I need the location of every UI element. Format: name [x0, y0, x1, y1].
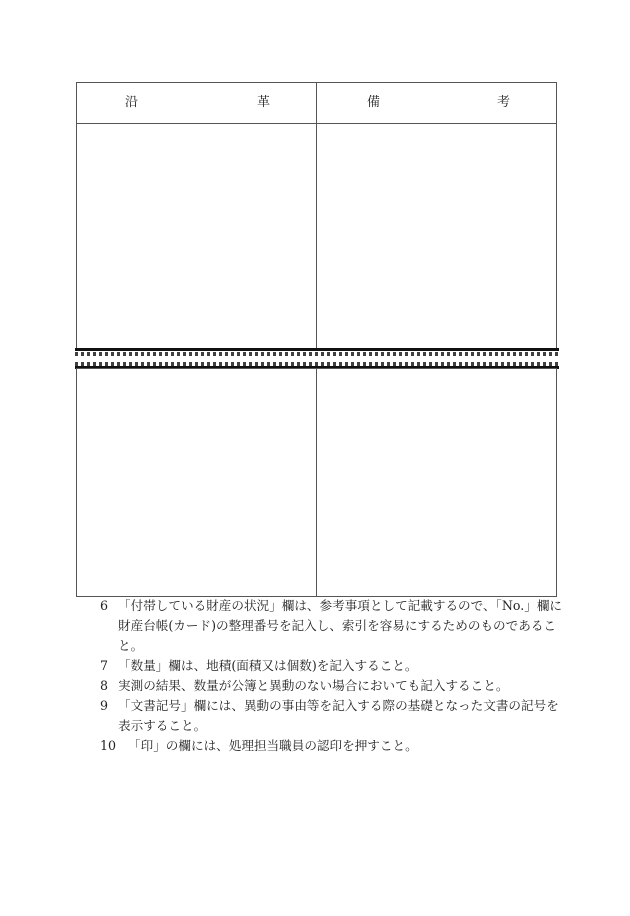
note-item [100, 656, 570, 676]
note-item [100, 596, 570, 656]
break-wave-top [75, 352, 559, 356]
note-text: 実測の結果、数量が公簿と異動のない場合においても記入すること。 [118, 678, 509, 693]
note-number: 8 [100, 678, 109, 693]
header-history-char-2: 革 [257, 95, 271, 110]
instruction-notes [100, 596, 570, 756]
note-number: 10 [100, 738, 117, 753]
column-divider [316, 369, 317, 596]
history-remarks-table-upper [76, 82, 557, 350]
note-text: 「数量」欄は、地積(面積又は個数)を記入すること。 [118, 658, 418, 673]
note-text: 「文書記号」欄には、異動の事由等を記入する際の基礎となった文書の記号を表示すること。 [118, 698, 559, 733]
header-remarks-char-2: 考 [497, 95, 511, 110]
note-number: 9 [100, 698, 109, 713]
note-item [100, 736, 570, 756]
note-item [100, 676, 570, 696]
note-text: 「印」の欄には、処理担当職員の認印を押すこと。 [128, 738, 418, 753]
note-number: 7 [100, 658, 109, 673]
break-line-top [75, 348, 559, 351]
header-remarks-char-1: 備 [367, 95, 381, 110]
column-divider [316, 83, 317, 349]
note-number: 6 [100, 598, 109, 613]
note-text: 「付帯している財産の状況」欄は、参考事項として記載するので、「No.」欄に財産台帳(カード)の整理番号を記入し、索引を容易にするためのものであること。 [118, 598, 563, 653]
note-item [100, 696, 570, 736]
history-remarks-table-lower [76, 368, 557, 597]
header-history-char-1: 沿 [125, 95, 139, 110]
